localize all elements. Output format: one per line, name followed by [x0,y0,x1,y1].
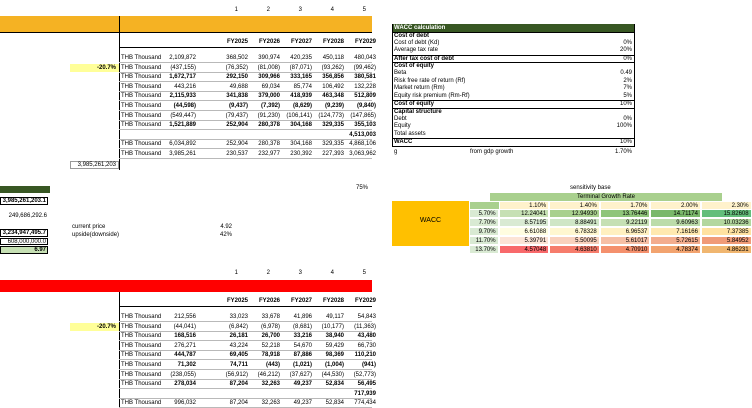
year-value: 54,670 [293,342,312,349]
adjusted-equity-value: 3,234,947,495.7 [0,229,48,237]
year-header: FY2029 [354,39,376,45]
year-value: 87,204 [229,381,248,388]
year-value: (1,021) [292,362,312,368]
year-value: 49,117 [326,314,344,320]
year-value: 420,235 [290,55,312,61]
row-rule [119,110,372,111]
sensitivity-value: 4.86231 [701,245,752,254]
year-value: 56,495 [357,381,376,388]
row-rule [119,359,372,360]
year-value: (147,865) [350,112,376,119]
row-rule [119,340,372,341]
year-value: 87,204 [229,400,248,407]
sensitivity-value: 12.94930 [549,209,600,218]
year-value: 43,224 [229,342,248,349]
row-rule [119,120,372,121]
sensitivity-value: 13.76446 [600,209,651,218]
year-value: (91,230) [257,112,280,119]
unit-label: THB Thousand [121,141,162,148]
bottom-red-header-band [0,280,372,292]
wacc-row-value: 5% [623,92,632,99]
year-value: (9,840) [356,103,376,109]
unit-label: THB Thousand [121,333,162,340]
year-value: 69,034 [261,83,280,90]
year-value: 78,918 [261,352,280,359]
year-value: (106,141) [286,112,312,119]
year-value: (941) [361,362,376,368]
column-index-number: 3 [298,270,302,276]
sensitivity-value: 5.72615 [650,236,701,245]
sensitivity-value: 4.57048 [499,245,550,254]
row-rule [119,100,372,101]
year-value: 333,165 [290,74,312,81]
wacc-row-value: 10% [619,101,632,108]
bottom-years-rule [119,306,372,307]
growth-header: 1.10% [499,201,550,210]
unit-label: THB Thousand [121,55,162,61]
year-value: 33,023 [229,314,248,320]
year-value: 450,118 [322,55,344,61]
column-index-number: 1 [234,7,238,13]
sensitivity-value: 6.96537 [600,227,651,236]
sensitivity-value: 12.24041 [499,209,550,218]
row-rule [119,129,372,130]
year-value: 329,335 [322,122,344,129]
sensitivity-side-label: WACC [392,201,469,246]
wacc-row-label: Debt [394,115,407,122]
base-value: 1,672,717 [169,74,196,81]
sensitivity-value: 9.22119 [600,218,651,227]
upside-value: 42% [219,232,232,238]
row-rule [119,369,372,370]
wacc-row [392,123,634,130]
base-value: 212,556 [174,314,196,320]
wacc-row-label: Cost of debt [394,33,429,39]
unit-label: THB Thousand [121,74,162,81]
wacc-row [392,70,634,77]
column-index-number: 5 [362,270,366,276]
year-header: FY2026 [258,39,280,45]
wacc-row [392,116,634,123]
row-rule [119,331,372,332]
year-value: 38,940 [325,333,344,340]
year-value: (9,437) [228,103,248,109]
wacc-row-label: Total assets [394,130,426,137]
sensitivity-value: 6.78328 [549,227,600,236]
wacc-row-label: Equity risk premium (Rm-Rf) [394,92,470,99]
year-value: (93,262) [321,64,344,71]
wacc-row-label: WACC [394,139,413,146]
wacc-row [392,131,634,138]
year-value: 4,513,003 [349,131,376,138]
row-rule [119,388,372,389]
wacc-right-border [634,24,635,146]
g-label: g [394,149,398,155]
row-rule [119,91,372,92]
base-value: 3,985,261 [169,151,196,157]
year-value: (6,978) [260,323,280,330]
margin-tag: -20.7% [70,323,119,331]
base-value: 278,034 [174,381,196,388]
year-value: (10,177) [321,323,344,330]
year-value: 106,492 [322,83,344,90]
year-value: 463,348 [322,93,344,100]
unit-label: THB Thousand [121,362,162,368]
year-value: 418,939 [290,93,312,100]
sensitivity-value: 14.71174 [650,209,701,218]
year-value: 32,263 [261,381,280,388]
year-value: 380,581 [354,74,376,81]
sensitivity-title: sensitivity base [570,185,611,191]
row-rule [119,350,372,351]
sensitivity-subtitle: Terminal Growth Rate [490,193,722,201]
base-value: 2,115,933 [169,93,196,100]
sensitivity-value: 5.84952 [701,236,752,245]
base-value: 276,271 [174,342,196,349]
year-value: (44,530) [321,371,344,378]
year-value: 43,480 [357,333,376,340]
year-value: (8,629) [292,103,312,109]
year-value: 252,904 [226,141,248,148]
row-rule [119,158,372,159]
growth-header: 1.70% [600,201,651,210]
year-value: 52,834 [325,400,344,407]
sensitivity-value: 9.60963 [650,218,701,227]
year-value: (99,462) [353,64,376,71]
base-value: 444,787 [174,352,196,359]
year-header: FY2028 [322,298,344,304]
year-value: 329,335 [322,141,344,148]
current-price-label: current price [72,224,106,230]
equity-value: 3,985,261,203.1 [0,197,48,205]
year-value: 717,939 [354,390,376,397]
base-value: 6,034,892 [169,141,196,148]
wacc-header: 11.70% [469,236,499,245]
wacc-bottom-rule [392,146,635,147]
unit-label: THB Thousand [121,151,162,157]
row-rule [119,321,372,322]
year-value: 3,063,962 [349,151,376,157]
net-cash-value: 249,686,292.6 [8,213,47,219]
top-header-rule [0,32,372,33]
column-index-number: 5 [362,7,366,13]
wacc-header: 5.70% [469,209,499,218]
unit-label: THB Thousand [121,83,162,90]
year-value: 368,502 [226,55,248,61]
growth-header: 2.00% [650,201,701,210]
growth-header: 1.40% [549,201,600,210]
base-value: 443,216 [174,83,196,90]
top-years-rule [119,47,372,48]
sensitivity-value: 7.37385 [701,227,752,236]
year-value: (8,681) [292,323,312,330]
wacc-row [392,40,634,47]
unit-label: THB Thousand [121,64,162,71]
year-value: 232,977 [258,151,280,157]
year-header: FY2025 [226,298,248,304]
year-value: 69,405 [229,352,248,359]
year-value: 280,378 [258,141,280,148]
base-value: (238,055) [170,371,196,378]
g-value: 1.70% [614,149,632,155]
year-value: 87,886 [293,352,312,359]
year-value: 52,218 [261,342,280,349]
wacc-row-label: After tax cost of debt [394,55,455,62]
year-value: 512,809 [354,93,376,100]
year-value: 341,838 [226,93,248,100]
sensitivity-value: 6.61088 [499,227,550,236]
year-header: FY2029 [354,298,376,304]
unit-label: THB Thousand [121,371,162,378]
year-value: (1,004) [324,362,344,368]
g-note: from gdp growth [470,149,514,155]
wacc-row-label: Cost of equity [394,101,434,108]
year-value: (87,071) [289,64,312,71]
year-value: 480,043 [354,55,376,61]
year-value: 4,868,106 [349,141,376,148]
year-header: FY2027 [290,39,312,45]
year-value: 230,537 [226,151,248,157]
wacc-row-label: Equity [394,123,411,130]
year-value: 26,181 [229,333,248,340]
unit-label: THB Thousand [121,112,162,119]
year-value: 59,429 [325,342,344,349]
year-value: 227,393 [322,151,344,157]
wacc-row [392,85,634,92]
year-value: (56,912) [225,371,248,378]
year-value: (443) [265,362,280,368]
sensitivity-value: 5.61017 [600,236,651,245]
wacc-title: WACC calculation [392,24,634,32]
wacc-row-label: Cost of equity [394,63,434,70]
row-rule [119,72,372,73]
wacc-row-value: 7% [623,85,632,92]
sensitivity-value: 4.63810 [549,245,600,254]
year-value: 355,103 [354,122,376,129]
year-value: (46,212) [257,371,280,378]
unit-label: THB Thousand [121,400,162,407]
base-value: 1,521,889 [169,122,196,129]
year-value: 252,904 [226,122,248,129]
base-value: (44,041) [173,323,196,330]
sensitivity-value: 4.70910 [600,245,651,254]
row-rule [119,379,372,380]
wacc-row-value: 20% [619,47,632,54]
wacc-row-label: Average tax rate [394,47,438,54]
year-value: 304,168 [290,122,312,129]
base-value: (44,598) [173,103,196,109]
wacc-row-label: Market return (Rm) [394,85,445,92]
wacc-row-value: 0% [623,55,632,62]
year-value: 74,711 [229,362,248,368]
top-orange-header-band [0,16,372,32]
year-value: 110,210 [354,352,376,359]
wacc-row-label: Capital structure [394,109,442,115]
year-value: 98,369 [325,352,344,359]
unit-label: THB Thousand [121,93,162,100]
year-value: (6,842) [228,323,248,330]
year-value: 52,834 [325,381,344,388]
sensitivity-value: 4.78374 [650,245,701,254]
column-index-number: 4 [330,7,334,13]
year-value: 132,228 [354,83,376,90]
year-value: 230,392 [290,151,312,157]
percent-75: 75% [355,185,368,191]
top-column-divider [119,16,120,170]
column-index-number: 3 [298,7,302,13]
year-value: 304,168 [290,141,312,148]
year-value: 41,896 [293,314,312,320]
year-value: 54,843 [357,314,376,320]
unit-label: THB Thousand [121,352,162,359]
base-value: 996,032 [174,400,196,407]
year-value: 32,263 [261,400,280,407]
base-value: (549,447) [170,112,196,119]
base-value: (437,155) [170,64,196,71]
wacc-row-label: Cost of debt (Kd) [394,39,440,46]
year-value: 33,678 [261,314,280,320]
year-value: 774,434 [354,400,376,407]
sensitivity-value: 8.57195 [499,218,550,227]
sensitivity-value: 7.16166 [650,227,701,236]
wacc-row [392,47,634,54]
row-rule [119,62,372,63]
year-value: 379,000 [258,93,280,100]
row-rule [119,148,372,149]
year-header: FY2026 [258,298,280,304]
year-value: (11,363) [354,323,376,330]
year-value: 280,378 [258,122,280,129]
sensitivity-value: 10.03236 [701,218,752,227]
year-value: (37,627) [289,371,312,378]
wacc-row-label: Risk free rate of return (Rf) [394,77,466,84]
row-rule [119,398,372,399]
left-green-band [0,186,50,193]
sensitivity-value: 15.82608 [701,209,752,218]
base-value: 2,109,872 [169,55,196,61]
total-value-box: 3,985,261,203 [70,161,119,169]
sensitivity-value: 5.39791 [499,236,550,245]
current-price-value: 4.92 [220,224,232,230]
sensitivity-value: 8.88491 [549,218,600,227]
wacc-left-border [392,24,393,146]
year-value: 390,974 [258,55,280,61]
year-header: FY2025 [226,39,248,45]
margin-tag: -20.7% [70,64,119,72]
year-value: 26,700 [261,333,280,340]
year-value: (7,392) [260,103,280,109]
fair-value-per-share: 6.97 [0,246,48,254]
wacc-row-value: 10% [619,139,632,146]
column-index-number: 4 [330,270,334,276]
year-value: 49,237 [293,381,312,388]
wacc-row-value: 0% [623,115,632,122]
year-value: 309,966 [258,74,280,81]
unit-label: THB Thousand [121,323,162,330]
base-value: 71,302 [177,362,196,368]
column-index-number: 1 [234,270,238,276]
row-rule [119,81,372,82]
unit-label: THB Thousand [121,342,162,349]
shares-outstanding: 608,000,000.0 [0,238,48,245]
base-value: 168,516 [174,333,196,340]
wacc-header: 7.70% [469,218,499,227]
unit-label: THB Thousand [121,103,162,109]
wacc-row [392,93,634,100]
row-rule [119,139,372,140]
wacc-row-value: 2% [623,77,632,84]
year-value: 66,730 [357,342,376,349]
wacc-row-value: 0.49 [620,70,632,76]
wacc-row-value: 100% [616,123,632,130]
column-index-number: 2 [266,270,270,276]
column-index-number: 2 [266,7,270,13]
year-value: (76,352) [225,64,248,71]
wacc-header: 13.70% [469,245,499,254]
year-value: (52,773) [353,371,376,378]
year-value: 49,237 [293,400,312,407]
wacc-row-value: 0% [623,39,632,46]
unit-label: THB Thousand [121,122,162,129]
year-value: (124,773) [318,112,344,119]
year-value: (79,437) [225,112,248,119]
wacc-header: 9.70% [469,227,499,236]
year-value: (81,008) [257,64,280,71]
year-value: 33,216 [293,333,312,340]
year-value: 356,856 [322,74,344,81]
wacc-row-label: Beta [394,70,407,76]
upside-label: upside(downside) [72,232,120,238]
wacc-row [392,78,634,85]
year-value: 292,150 [226,74,248,81]
year-value: (9,239) [324,103,344,109]
year-value: 49,688 [229,83,248,90]
sensitivity-value: 5.50095 [549,236,600,245]
unit-label: THB Thousand [121,381,162,388]
year-value: 85,774 [293,83,312,90]
unit-label: THB Thousand [121,314,162,320]
growth-header: 2.30% [701,201,752,210]
year-header: FY2028 [322,39,344,45]
year-header: FY2027 [290,298,312,304]
